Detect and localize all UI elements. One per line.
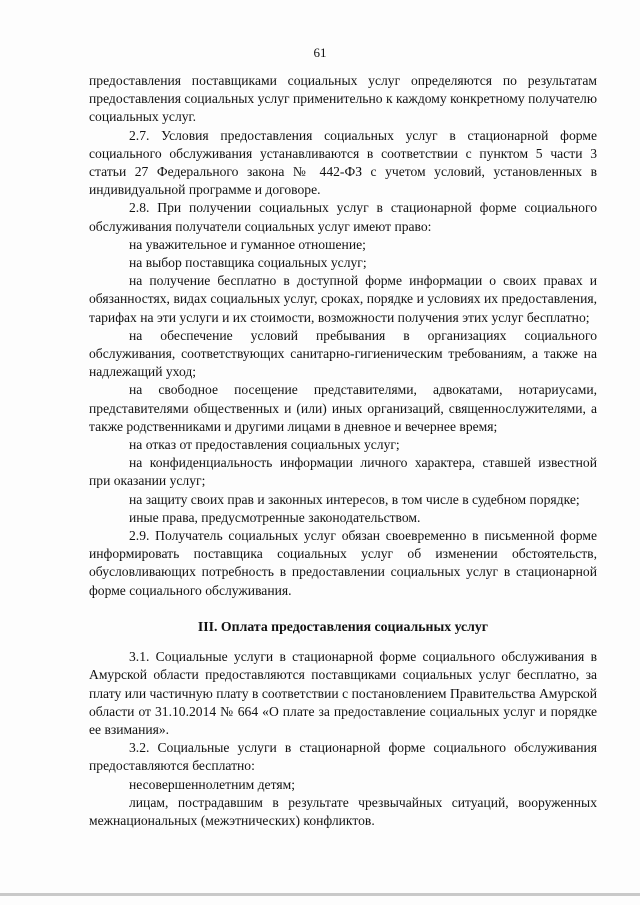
right-list-item: на получение бесплатно в доступной форме информации о своих правах и обязанностях, видах социальных услуг, сроках, порядке и условиях их предоставления, тарифах на эти услуги и их стоимости, возможности получения этих услуг бесплатно; xyxy=(89,273,597,325)
paragraph-3-2: 3.2. Социальные услуги в стационарной форме социального обслуживания предоставляются бесплатно: xyxy=(89,740,597,774)
paragraph-2-7: 2.7. Условия предоставления социальных услуг в стационарной форме социального обслуживания устанавливаются в соответствии с пунктом 5 части 3 статьи 27 Федерального закона № 442-ФЗ с учетом условий, установленных в индивидуальной программе и договоре. xyxy=(89,127,597,198)
section-two-continuation xyxy=(89,72,597,600)
right-list-item: на свободное посещение представителями, адвокатами, нотариусами, представителями общественных и (или) иных организаций, священнослужителями, а также родственниками и другими лицами в дневное и вечернее время; xyxy=(89,382,597,434)
section-three xyxy=(89,648,597,830)
free-service-list-item: лицам, пострадавшим в результате чрезвычайных ситуаций, вооруженных межнациональных (межэтнических) конфликтов. xyxy=(89,794,597,828)
right-list-item: на уважительное и гуманное отношение; xyxy=(129,236,366,252)
right-list-item: на отказ от предоставления социальных услуг; xyxy=(129,437,400,453)
paragraph-3-1: 3.1. Социальные услуги в стационарной форме социального обслуживания в Амурской области предоставляются поставщиками социальных услуг бесплатно, за плату или частичную плату в соответствии с постановлением Правительства Амурской области от 31.10.2014 № 664 «О плате за предоставление социальных услуг и порядке ее взимания». xyxy=(89,649,597,737)
right-list-item: иные права, предусмотренные законодательством. xyxy=(129,509,421,525)
paragraph: предоставления поставщиками социальных услуг определяются по результатам предоставления социальных услуг применительно к каждому конкретному получателю социальных услуг. xyxy=(89,73,597,125)
page-body xyxy=(89,72,597,830)
free-service-list-item: несовершеннолетним детям; xyxy=(129,776,295,792)
page-number: 61 xyxy=(313,45,327,60)
scan-edge-line xyxy=(0,893,640,896)
right-list-item: на обеспечение условий пребывания в организациях социального обслуживания, соответствующих санитарно-гигиеническим требованиям, а также на надлежащий уход; xyxy=(89,327,597,380)
section-heading: III. Оплата предоставления социальных услуг xyxy=(197,618,489,634)
paragraph-2-8: 2.8. При получении социальных услуг в стационарной форме социального обслуживания получатели социальных услуг имеют право: xyxy=(89,200,597,234)
right-list-item: на защиту своих прав и законных интересов, в том числе в судебном порядке; xyxy=(129,491,580,507)
right-list-item: на выбор поставщика социальных услуг; xyxy=(129,255,367,271)
right-list-item: на конфиденциальность информации личного характера, ставшей известной при оказании услуг; xyxy=(89,455,597,489)
paragraph-2-9: 2.9. Получатель социальных услуг обязан своевременно в письменной форме информировать поставщика социальных услуг об изменении обстоятельств, обусловливающих потребность в предоставлении социальных услуг в стационарной форме социального обслуживания. xyxy=(89,528,597,598)
